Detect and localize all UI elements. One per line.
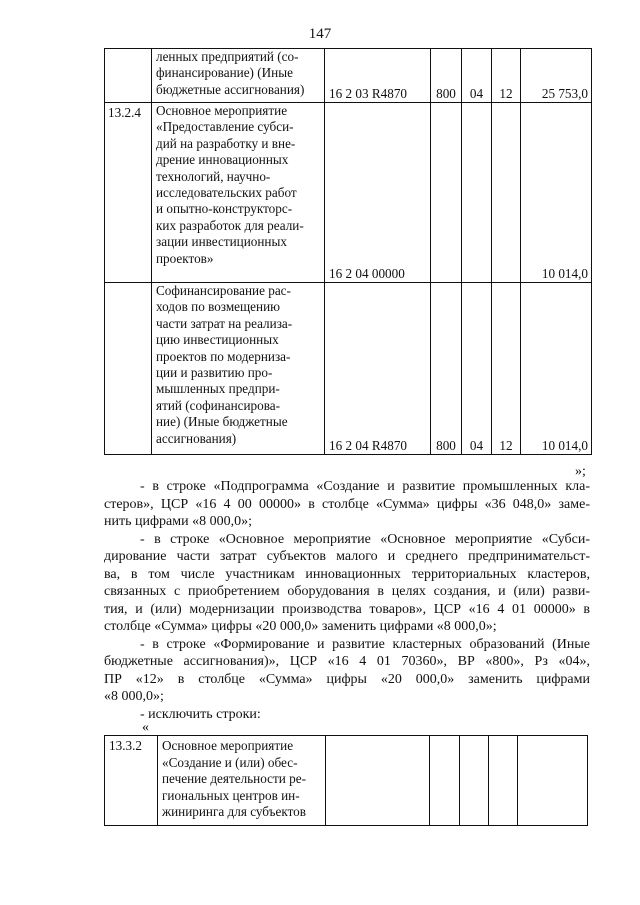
row-number: 13.2.4 <box>105 103 152 283</box>
amendment-text <box>104 478 590 723</box>
description-line: ассигнования) <box>156 430 237 446</box>
text-line: бюджетные ассигнования)», ЦСР «16 4 01 70360», ВР «800», Рз «04», <box>104 654 590 669</box>
csr-cell <box>326 736 430 826</box>
excluded-rows-table <box>104 735 588 826</box>
rz-cell: 04 <box>462 49 492 103</box>
description-line: мышленных предпри- <box>156 381 280 397</box>
description-line: бюджетные ассигнования) <box>156 81 305 97</box>
vr-cell <box>431 103 462 283</box>
text-line: ПР «12» в столбце «Сумма» цифры «20 000,0» заменить цифрами <box>104 671 590 687</box>
description-line: проектов» <box>156 250 214 266</box>
sum-cell <box>518 736 588 826</box>
description-line: «Создание и (или) обес- <box>162 754 298 770</box>
text-line: стеров», ЦСР «16 4 00 00000» в столбце «Сумма» цифры «36 048,0» заме- <box>104 496 590 512</box>
description-line: цию инвестиционных <box>156 332 279 348</box>
row-description <box>152 49 325 103</box>
amendment-paragraph <box>104 478 590 531</box>
excluded-row <box>105 736 588 826</box>
description-line: исследовательских работ <box>156 185 297 201</box>
description-line: зации инвестиционных <box>156 234 287 250</box>
description-line: Софинансирование рас- <box>156 283 291 298</box>
budget-table-body <box>105 49 592 455</box>
budget-row <box>105 49 592 103</box>
description-line: ние) (Иные бюджетные <box>156 414 288 430</box>
rz-cell <box>460 736 489 826</box>
description-line: ленных предприятий (со- <box>156 49 299 64</box>
description-line: печение деятельности ре- <box>162 771 306 787</box>
description-line: дий на разработку и вне- <box>156 135 296 151</box>
description-line: и опытно-конструкторс- <box>156 201 293 217</box>
amendment-paragraph <box>104 636 590 706</box>
text-line: - в строке «Подпрограмма «Создание и развитие промышленных кла- <box>140 479 590 494</box>
text-line: нить цифрами «8 000,0»; <box>104 514 252 529</box>
amendment-paragraph <box>104 531 590 636</box>
pr-cell <box>489 736 518 826</box>
closing-quote: »; <box>575 464 586 479</box>
description-line: «Предоставление субси- <box>156 119 294 135</box>
description-line: проектов по модерниза- <box>156 348 291 364</box>
description-line: гиональных центров ин- <box>162 787 300 803</box>
row-description <box>152 283 325 455</box>
budget-table <box>104 48 592 455</box>
amendment-paragraph <box>104 706 590 724</box>
sum-cell: 10 014,0 <box>521 103 592 283</box>
text-line: «8 000,0»; <box>104 689 164 704</box>
vr-cell: 800 <box>431 283 462 455</box>
row-number <box>105 283 152 455</box>
vr-cell: 800 <box>431 49 462 103</box>
sum-cell: 25 753,0 <box>521 49 592 103</box>
description-line: ходов по возмещению <box>156 299 281 315</box>
text-line: столбце «Сумма» цифры «20 000,0» заменить цифрами «8 000,0»; <box>104 619 497 634</box>
row-number: 13.3.2 <box>105 736 158 826</box>
row-number <box>105 49 152 103</box>
budget-row <box>105 103 592 283</box>
pr-cell: 12 <box>492 283 521 455</box>
page-number: 147 <box>308 26 332 42</box>
row-description <box>158 736 326 826</box>
row-description <box>152 103 325 283</box>
text-line: связанных с приобретением оборудования в целях создания, и (или) разви- <box>104 584 590 599</box>
csr-cell: 16 2 04 R4870 <box>325 283 431 455</box>
description-line: жиниринга для субъектов <box>162 804 306 820</box>
description-line: Основное мероприятие <box>162 738 294 753</box>
description-line: ции и развитию про- <box>156 365 273 381</box>
vr-cell <box>430 736 460 826</box>
csr-cell: 16 2 04 00000 <box>325 103 431 283</box>
text-line: дирование части затрат субъектов малого и среднего предпринимательст- <box>104 549 590 564</box>
text-line: ва, в том числе участникам инновационных территориальных кластеров, <box>104 566 590 582</box>
text-line: - исключить строки: <box>140 706 261 722</box>
pr-cell <box>492 103 521 283</box>
text-line: - в строке «Основное мероприятие «Основное мероприятие «Субси- <box>140 531 590 547</box>
description-line: технологий, научно- <box>156 168 271 184</box>
text-line: тия, и (или) модернизации производства товаров», ЦСР «16 4 01 00000» в <box>104 601 590 617</box>
text-line: - в строке «Формирование и развитие кластерных образований (Иные <box>140 636 590 652</box>
description-line: части затрат на реализа- <box>156 315 293 331</box>
description-line: Основное мероприятие <box>156 103 288 118</box>
csr-cell: 16 2 03 R4870 <box>325 49 431 103</box>
rz-cell: 04 <box>462 283 492 455</box>
pr-cell: 12 <box>492 49 521 103</box>
sum-cell: 10 014,0 <box>521 283 592 455</box>
description-line: финансирование) (Иные <box>156 65 293 81</box>
description-line: ятий (софинансирова- <box>156 397 281 413</box>
description-line: дрение инновационных <box>156 152 289 168</box>
opening-quote: « <box>142 720 149 735</box>
budget-row <box>105 283 592 455</box>
description-line: ких разработок для реали- <box>156 217 304 233</box>
rz-cell <box>462 103 492 283</box>
